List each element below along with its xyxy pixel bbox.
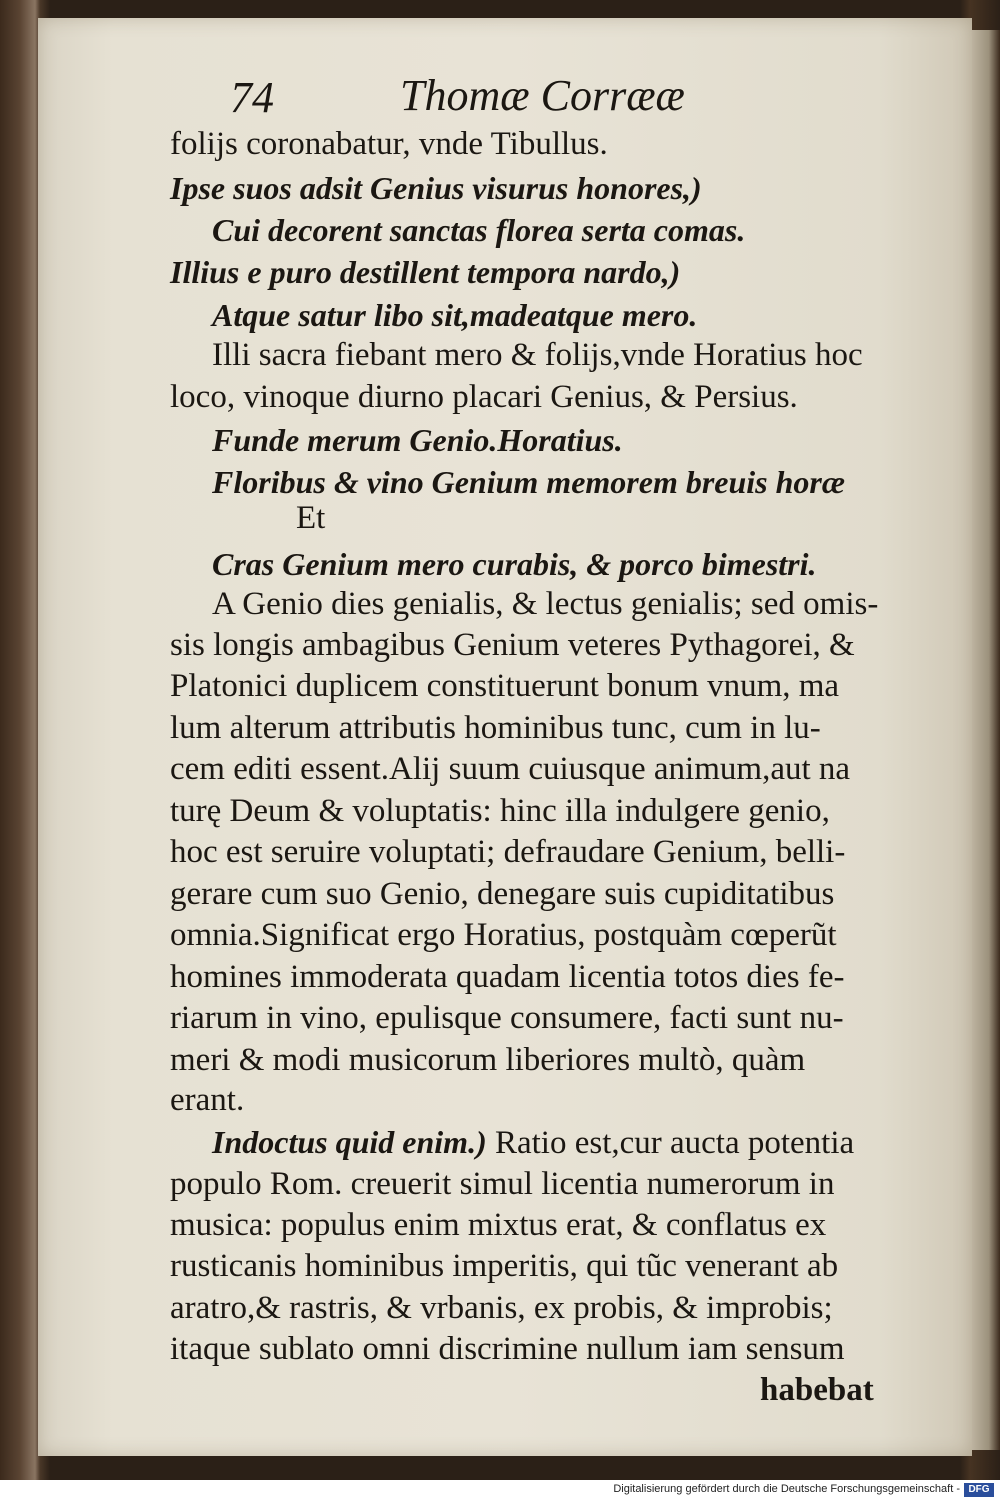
- text-line: itaque sublato omni discrimine nullum iam sensum: [170, 1331, 845, 1367]
- text-line: homines immoderata quadam licentia totos dies fe-: [170, 959, 845, 995]
- footer-bar: [0, 1480, 1000, 1500]
- text-line: Platonici duplicem constituerunt bonum vnum, ma: [170, 668, 840, 704]
- text-line: meri & modi musicorum liberiores multò, quàm: [170, 1042, 806, 1078]
- text-line: hoc est seruire voluptati; defraudare Genium, belli-: [170, 834, 846, 870]
- footer-credit: Digitalisierung gefördert durch die Deutsche Forschungsgemeinschaft -: [613, 1483, 960, 1495]
- text-line: A Genio dies genialis, & lectus genialis; sed omis-: [212, 586, 879, 622]
- text-line: aratro,& rastris, & vrbanis, ex probis, & improbis;: [170, 1290, 833, 1326]
- text-line: folijs coronabatur, vnde Tibullus.: [170, 126, 608, 162]
- running-head: Thomæ Corrææ: [400, 71, 685, 120]
- text-line: Ipse suos adsit Genius visurus honores,): [170, 170, 702, 206]
- text-line: rusticanis hominibus imperitis, qui tũc venerant ab: [170, 1248, 839, 1284]
- text-line: gerare cum suo Genio, denegare suis cupiditatibus: [170, 876, 835, 912]
- text-line: musica: populus enim mixtus erat, & conflatus ex: [170, 1207, 827, 1243]
- text-line: cem editi essent.Alij suum cuiusque animum,aut na: [170, 751, 851, 787]
- text-line: Atque satur libo sit,madeatque mero.: [212, 297, 698, 333]
- text-line: populo Rom. creuerit simul licentia numerorum in: [170, 1166, 835, 1202]
- text-line: riarum in vino, epulisque consumere, facti sunt nu-: [170, 1000, 844, 1036]
- page-number: 74: [230, 73, 274, 122]
- facing-page-edge: [972, 30, 1000, 1450]
- text-line-mixed: [212, 1124, 854, 1162]
- text-line: turę Deum & voluptatis: hinc illa indulgere genio,: [170, 793, 830, 829]
- text-line: Floribus & vino Genium memorem breuis horæ: [212, 464, 845, 500]
- lemma-italic: Indoctus quid enim.): [212, 1124, 487, 1160]
- text-line: loco, vinoque diurno placari Genius, & Persius.: [170, 379, 798, 415]
- text-line: sis longis ambagibus Genium veteres Pythagorei, &: [170, 627, 855, 663]
- text-line: lum alterum attributis hominibus tunc, cum in lu-: [170, 710, 821, 746]
- dfg-logo: DFG: [964, 1483, 994, 1497]
- text-line: omnia.Significat ergo Horatius, postquàm cœperũt: [170, 917, 837, 953]
- lemma-roman: Ratio est,cur aucta potentia: [486, 1125, 855, 1161]
- text-line: erant.: [170, 1082, 245, 1118]
- text-line: Cras Genium mero curabis, & porco bimestri.: [212, 546, 817, 582]
- text-line: Illius e puro destillent tempora nardo,): [170, 254, 681, 290]
- text-line: Illi sacra fiebant mero & folijs,vnde Horatius hoc: [212, 337, 863, 373]
- text-line: Funde merum Genio.Horatius.: [212, 422, 623, 458]
- text-line: Et: [296, 500, 326, 536]
- catchword: habebat: [760, 1372, 874, 1408]
- text-line: Cui decorent sanctas florea serta comas.: [212, 212, 746, 248]
